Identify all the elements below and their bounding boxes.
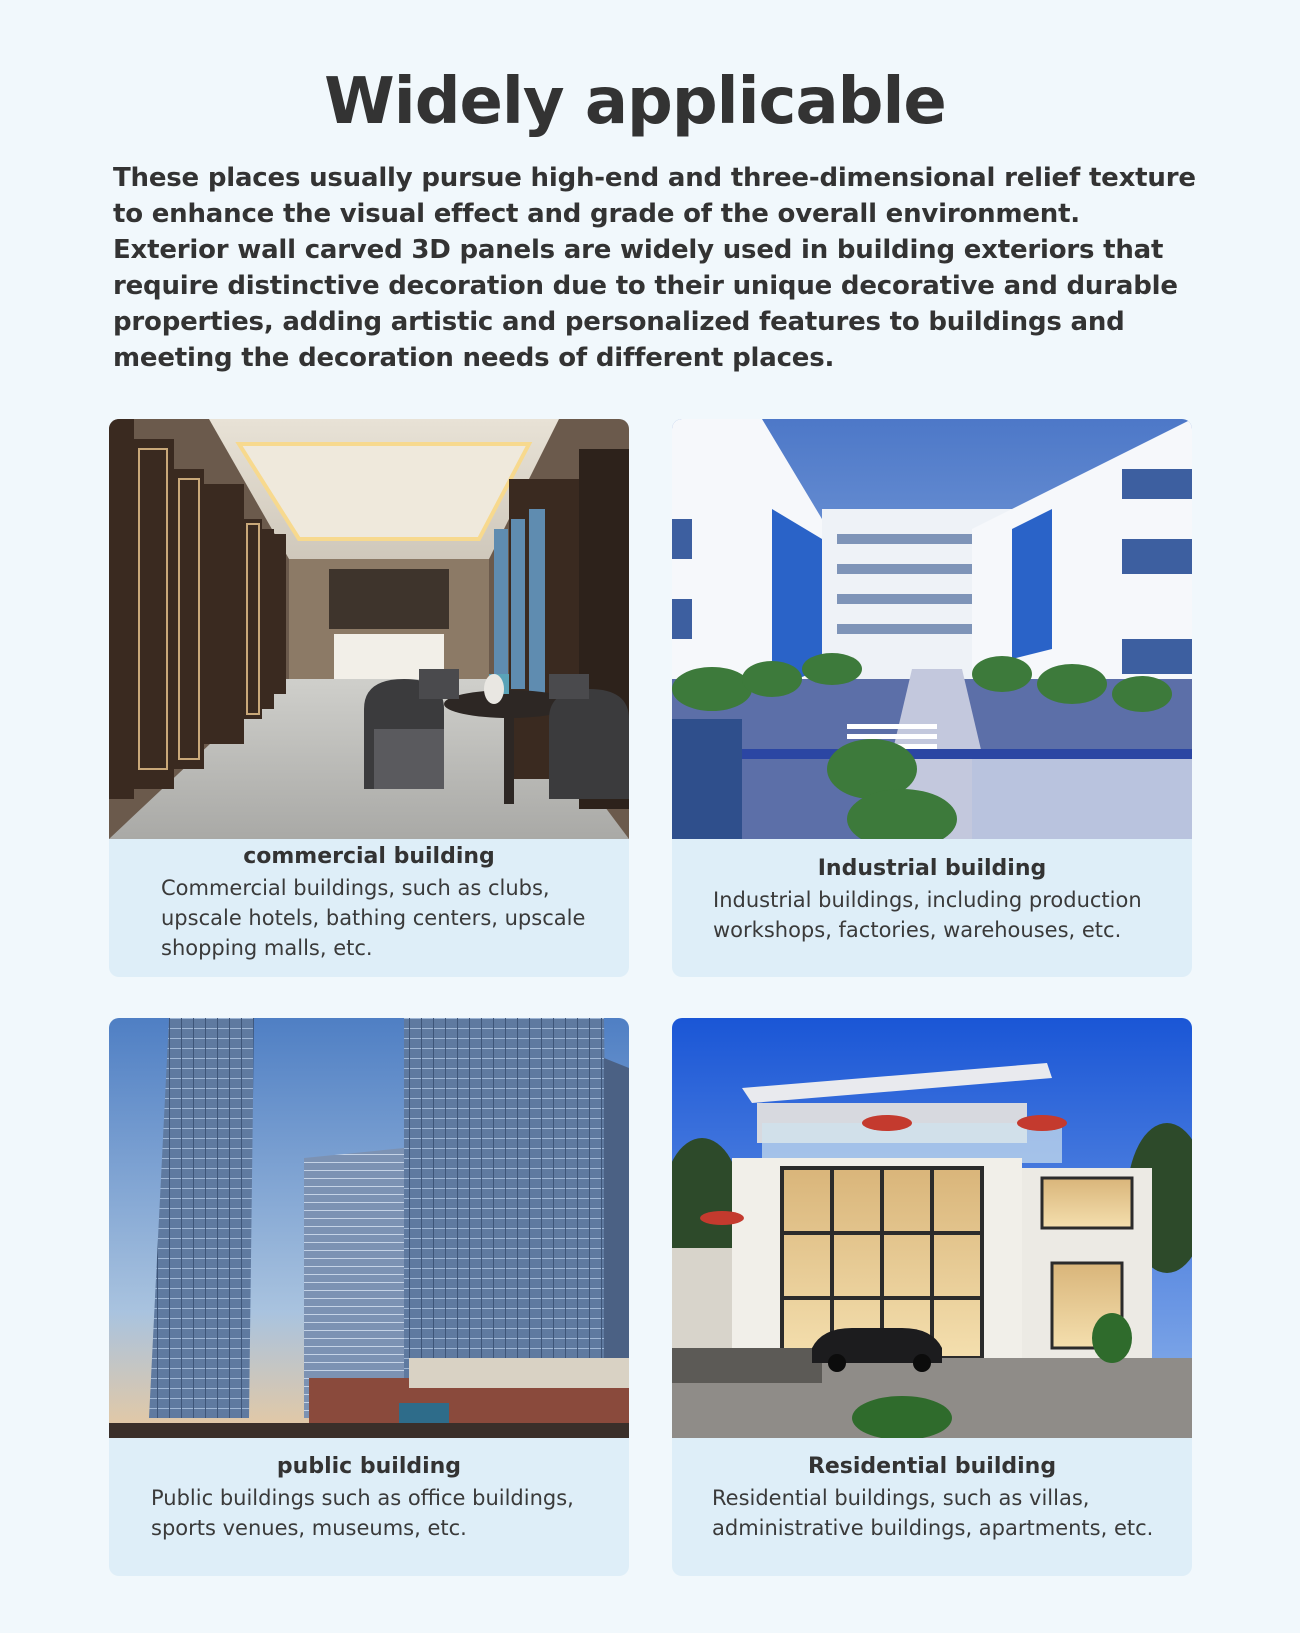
residential-building-caption bbox=[672, 1438, 1192, 1576]
card-description: Public buildings such as office buildings, sports venues, museums, etc. bbox=[151, 1486, 574, 1540]
card-title: Residential building bbox=[807, 1454, 1057, 1479]
card-title: public building bbox=[276, 1454, 462, 1479]
card-description: Commercial buildings, such as clubs, upscale hotels, bathing centers, upscale shopping malls, etc. bbox=[161, 876, 586, 960]
page-title: Widely applicable bbox=[324, 65, 946, 139]
card-description: Industrial buildings, including production workshops, factories, warehouses, etc. bbox=[713, 888, 1142, 942]
card-description: Residential buildings, such as villas, administrative buildings, apartments, etc. bbox=[712, 1486, 1154, 1540]
public-building-caption bbox=[109, 1438, 629, 1576]
card-industrial-building bbox=[672, 419, 1192, 977]
intro-paragraph: These places usually pursue high-end and three-dimensional relief texture to enhance the visual effect and grade of the overall environment. Exterior wall carved 3D panels are widely used in building exteriors that require distinctive decoration due to their unique decorative and durable properties, adding artistic and personalized features to buildings and meeting the decoration needs of different places. bbox=[113, 163, 1196, 373]
card-title: Industrial building bbox=[817, 856, 1047, 881]
industrial-building-photo bbox=[672, 419, 1192, 839]
industrial-building-caption bbox=[672, 839, 1192, 977]
card-residential-building bbox=[672, 1018, 1192, 1576]
commercial-building-photo bbox=[109, 419, 629, 839]
residential-building-photo bbox=[672, 1018, 1192, 1438]
card-commercial-building bbox=[109, 419, 629, 977]
card-title: commercial building bbox=[243, 844, 495, 869]
commercial-building-caption bbox=[109, 839, 629, 977]
public-building-photo bbox=[109, 1018, 629, 1438]
card-public-building bbox=[109, 1018, 629, 1576]
